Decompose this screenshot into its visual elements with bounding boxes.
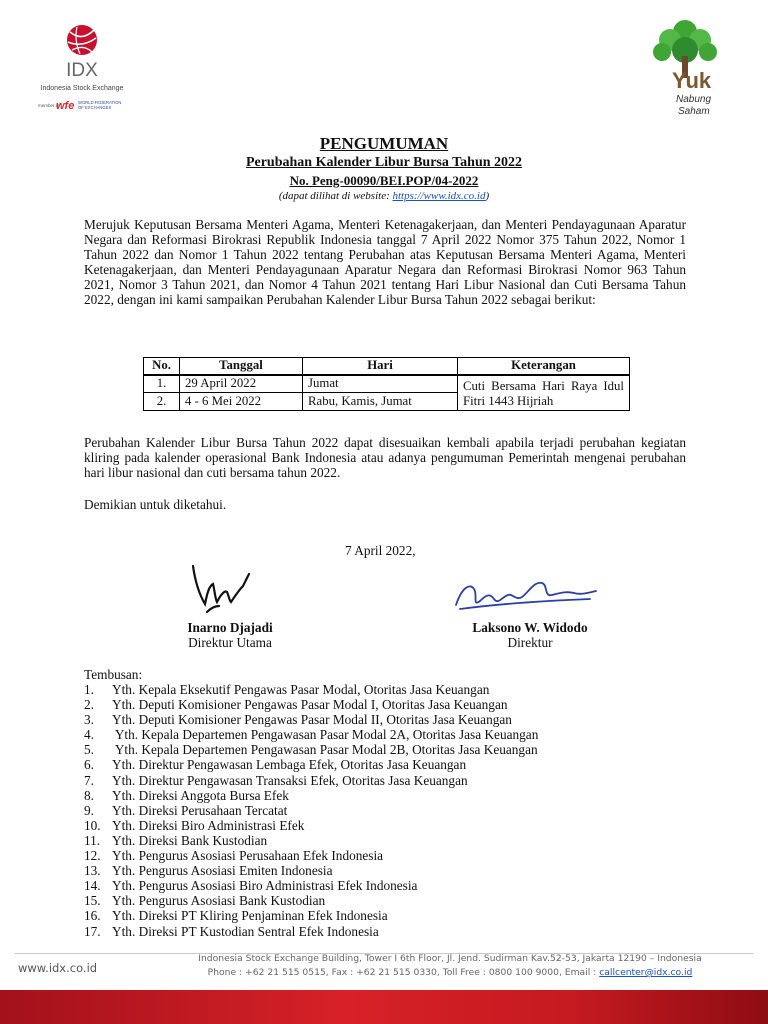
document-subtitle: Perubahan Kalender Libur Bursa Tahun 2022: [245, 155, 523, 170]
list-item: [84, 697, 538, 712]
list-item: [84, 727, 538, 742]
svg-text:Nabung: Nabung: [676, 94, 712, 105]
list-item: [84, 924, 538, 939]
document-number: No. Peng-00090/BEI.POP/04-2022: [289, 173, 479, 188]
cc-number: 6.: [84, 757, 94, 773]
cc-number: 17.: [84, 923, 101, 939]
cc-number: 8.: [84, 787, 94, 803]
header-keterangan: Keterangan: [458, 358, 630, 375]
cc-text: Yth. Direksi Anggota Bursa Efek: [112, 787, 289, 803]
footer-address: Indonesia Stock Exchange Building, Tower I 6th Floor, Jl. Jend. Sudirman Kav.52-53, Jakarta 12190 – Indonesia: [198, 953, 702, 964]
svg-text:wfe: wfe: [56, 100, 75, 112]
cc-number: 15.: [84, 893, 101, 909]
cc-number: 1.: [84, 682, 94, 697]
cc-number: 4.: [84, 727, 94, 743]
list-item: [84, 848, 538, 863]
header-tanggal: Tanggal: [180, 358, 303, 375]
website-note: (dapat dilihat di website: https://www.idx.co.id): [278, 190, 490, 202]
list-item: [84, 908, 538, 923]
header-no: No.: [144, 358, 180, 375]
list-item: [84, 682, 538, 697]
cc-number: 11.: [84, 832, 101, 848]
idx-globe-icon: [67, 25, 97, 55]
signatory-name-1: Inarno Djajadi: [187, 620, 273, 635]
list-item: [84, 773, 538, 788]
list-item: [84, 818, 538, 833]
svg-text:Indonesia Stock Exchange: Indonesia Stock Exchange: [40, 85, 124, 92]
footer-red-band: [0, 990, 768, 1024]
holiday-table: [143, 357, 630, 411]
svg-text:IDX: IDX: [66, 60, 98, 81]
footer-website[interactable]: www.idx.co.id: [18, 961, 98, 975]
cc-text: Yth. Deputi Komisioner Pengawas Pasar Modal I, Otoritas Jasa Keuangan: [112, 697, 508, 713]
svg-text:Saham: Saham: [678, 106, 710, 117]
cc-number: 14.: [84, 878, 101, 894]
row-keterangan: Cuti Bersama Hari Raya Idul Fitri 1443 Hijriah: [458, 375, 630, 411]
svg-text:member of: member of: [38, 103, 60, 108]
signature-inarno: [185, 560, 265, 622]
cc-text: Yth. Pengurus Asosiasi Bank Kustodian: [112, 893, 326, 909]
cc-number: 10.: [84, 817, 101, 833]
list-item: [84, 788, 538, 803]
row-hari: Jumat: [303, 375, 458, 393]
footer-email[interactable]: callcenter@idx.co.id: [599, 967, 693, 978]
website-link[interactable]: https://www.idx.co.id: [392, 190, 486, 202]
cc-number: 3.: [84, 712, 94, 728]
list-item: [84, 803, 538, 818]
list-item: [84, 757, 538, 772]
table-row: [144, 375, 630, 393]
cc-number: 16.: [84, 908, 101, 924]
cc-text: Yth. Direksi PT Kustodian Sentral Efek Indonesia: [112, 923, 379, 939]
cc-number: 12.: [84, 848, 101, 864]
cc-number: 13.: [84, 863, 101, 879]
header-hari: Hari: [303, 358, 458, 375]
list-item: [84, 712, 538, 727]
list-item: [84, 893, 538, 908]
cc-title: Tembusan:: [84, 667, 143, 682]
document-title: PENGUMUMAN: [319, 134, 449, 153]
row-tanggal: 29 April 2022: [180, 375, 303, 393]
cc-text: Yth. Direksi Perusahaan Tercatat: [112, 802, 288, 818]
cc-number: 5.: [84, 742, 94, 758]
list-item: [84, 742, 538, 757]
cc-text: Yth. Direksi PT Kliring Penjaminan Efek Indonesia: [112, 908, 388, 924]
row-tanggal: 4 - 6 Mei 2022: [180, 393, 303, 411]
footer-address-block: [150, 952, 750, 980]
svg-text:OF EXCHANGES: OF EXCHANGES: [78, 105, 112, 110]
svg-text:WORLD FEDERATION: WORLD FEDERATION: [78, 100, 122, 105]
list-item: [84, 863, 538, 878]
adjustment-paragraph: Perubahan Kalender Libur Bursa Tahun 2022 dapat disesuaikan kembali apabila terjadi perubahan kegiatan kliring pada kalender operasional Bank Indonesia atau adanya pengumuman Pemerintah mengenai perubahan hari libur nasional dan cuti bersama tahun 2022.: [84, 435, 686, 481]
row-no: 2.: [144, 393, 180, 411]
footer-contact: Phone : +62 21 515 0515, Fax : +62 21 515 0330, Toll Free : 0800 100 9000, Email :: [207, 967, 597, 978]
list-item: [84, 833, 538, 848]
yuk-nabung-saham-logo: [640, 10, 730, 120]
cc-number: 2.: [84, 697, 94, 713]
intro-paragraph: Merujuk Keputusan Bersama Menteri Agama, Menteri Ketenagakerjaan, dan Menteri Pendayagunaan Aparatur Negara dan Reformasi Birokrasi Republik Indonesia tanggal 7 April 2022 Nomor 375 Tahun 2022, Nomor 1 Tahun 2022 dan Nomor 1 Tahun 2022 tentang Perubahan atas Keputusan Bersama Menteri Agama, Menteri Ketenagakerjaan, dan Menteri Pendayagunaan Aparatur Negara dan Reformasi Birokrasi Nomor 963 Tahun 2021, Nomor 3 Tahun 2021, dan Nomor 4 Tahun 2021 tentang Hari Libur Nasional dan Cuti Bersama Tahun 2022, dengan ini kami sampaikan Perubahan Kalender Libur Bursa Tahun 2022 sebagai berikut:: [84, 217, 686, 308]
cc-number: 7.: [84, 772, 94, 788]
cc-list: [84, 682, 538, 939]
cc-text: Yth. Pengurus Asosiasi Perusahaan Efek Indonesia: [112, 848, 384, 864]
svg-text:Yuk: Yuk: [672, 68, 712, 93]
cc-text: Yth. Pengurus Asosiasi Biro Administrasi Efek Indonesia: [112, 878, 418, 894]
document-date: 7 April 2022,: [345, 543, 416, 558]
list-item: [84, 878, 538, 893]
idx-logo: [30, 18, 150, 118]
cc-text: Yth. Pengurus Asosiasi Emiten Indonesia: [112, 863, 333, 879]
website-note-text: dapat dilihat di website:: [282, 190, 390, 202]
cc-text: Yth. Kepala Departemen Pengawasan Pasar Modal 2B, Otoritas Jasa Keuangan: [112, 742, 538, 758]
cc-text: Yth. Direktur Pengawasan Lembaga Efek, Otoritas Jasa Keuangan: [112, 757, 467, 773]
signatory-role-2: Direktur: [507, 635, 553, 650]
table-header-row: [144, 358, 630, 375]
cc-text: Yth. Kepala Departemen Pengawasan Pasar Modal 2A, Otoritas Jasa Keuangan: [112, 727, 539, 743]
cc-text: Yth. Kepala Eksekutif Pengawas Pasar Modal, Otoritas Jasa Keuangan: [112, 682, 490, 697]
closing-paragraph: Demikian untuk diketahui.: [84, 497, 227, 512]
signature-laksono: [450, 575, 600, 617]
cc-number: 9.: [84, 802, 94, 818]
signatory-role-1: Direktur Utama: [188, 635, 272, 650]
cc-text: Yth. Deputi Komisioner Pengawas Pasar Modal II, Otoritas Jasa Keuangan: [112, 712, 512, 728]
cc-text: Yth. Direktur Pengawasan Transaksi Efek, Otoritas Jasa Keuangan: [112, 772, 468, 788]
row-hari: Rabu, Kamis, Jumat: [303, 393, 458, 411]
footer-contact-line: [150, 966, 750, 980]
row-no: 1.: [144, 375, 180, 393]
cc-text: Yth. Direksi Bank Kustodian: [112, 832, 268, 848]
cc-text: Yth. Direksi Biro Administrasi Efek: [112, 817, 305, 833]
signatory-name-2: Laksono W. Widodo: [472, 620, 588, 635]
